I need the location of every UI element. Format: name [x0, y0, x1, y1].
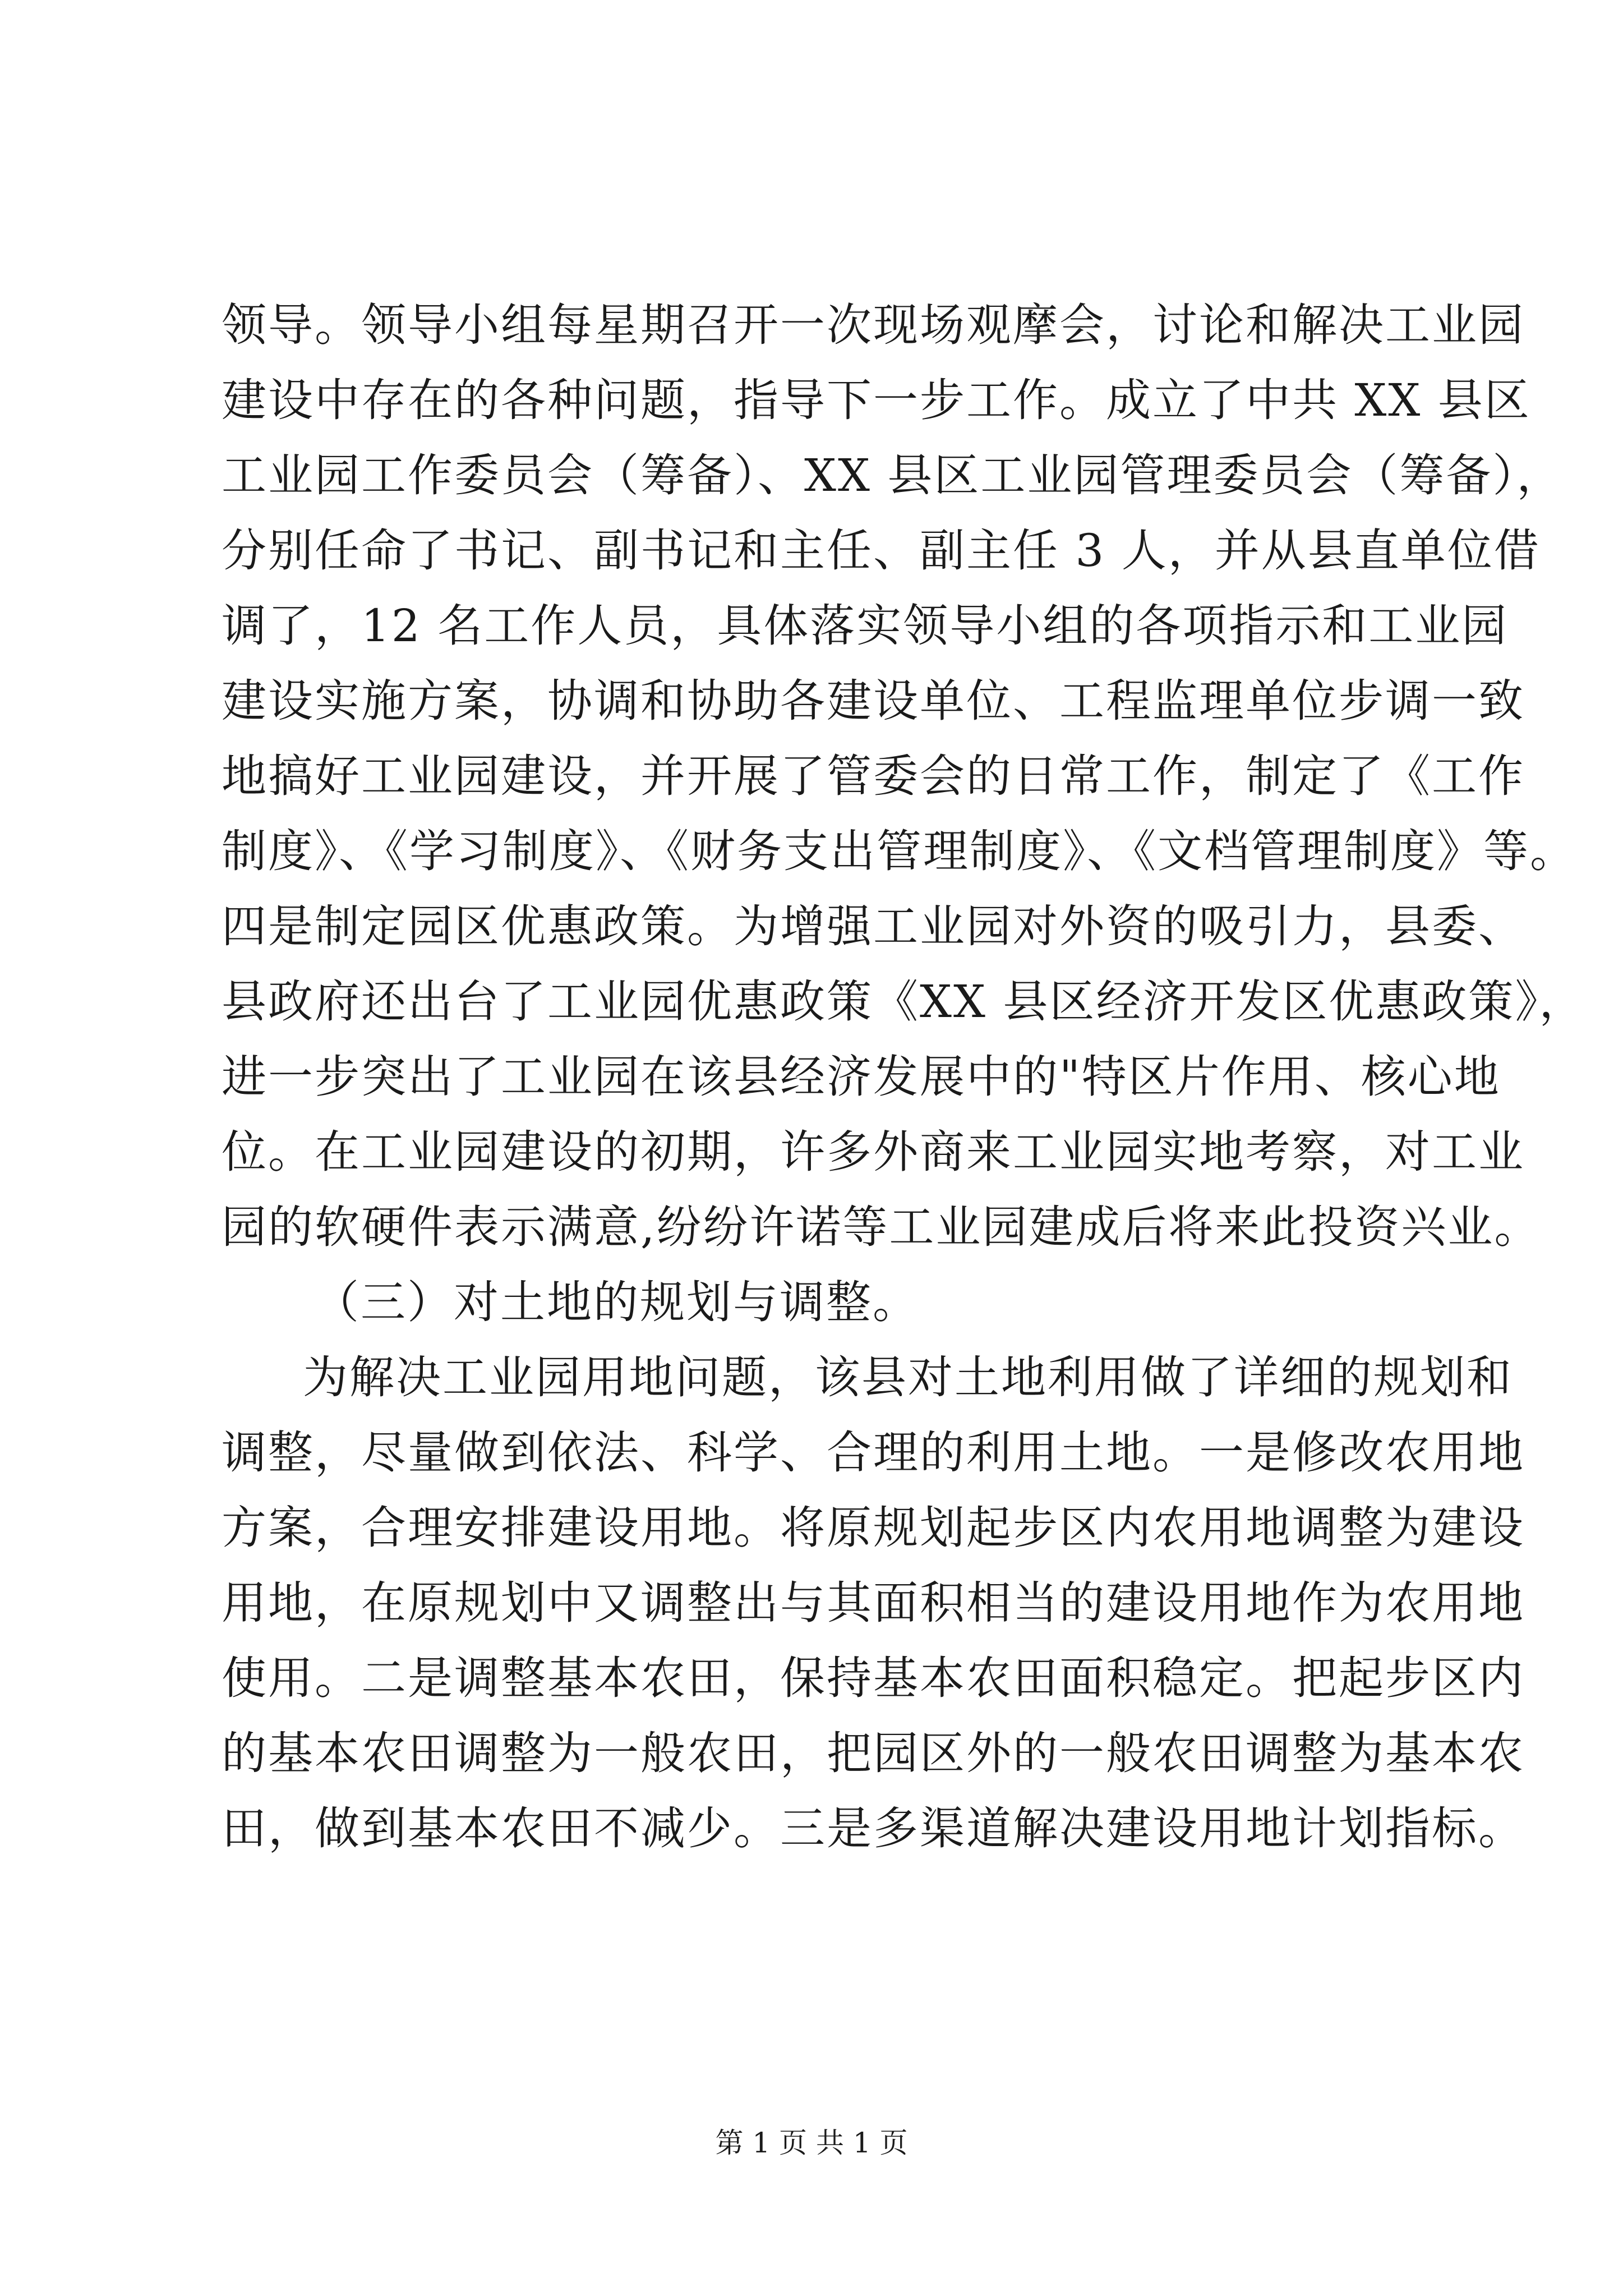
text-line: 建设中存在的各种问题，指导下一步工作。成立了中共 XX 县区	[222, 374, 1531, 426]
text-line: 为解决工业园用地问题，该县对土地利用做了详细的规划和	[303, 1351, 1513, 1404]
text-line: 县政府还出台了工业园优惠政策《XX 县区经济开发区优惠政策》，	[222, 976, 1586, 1028]
text-line: 调整，尽量做到依法、科学、合理的利用土地。一是修改农用地	[222, 1427, 1525, 1479]
text-line: 地搞好工业园建设，并开展了管委会的日常工作，制定了《工作	[222, 750, 1525, 802]
text-line: 分别任命了书记、副书记和主任、副主任 3 人，并从县直单位借	[222, 524, 1541, 577]
section-heading: （三）对土地的规划与调整。	[314, 1276, 919, 1328]
text-line: 建设实施方案，协调和协助各建设单位、工程监理单位步调一致	[222, 675, 1525, 727]
text-line: 领导。领导小组每星期召开一次现场观摩会，讨论和解决工业园	[222, 299, 1525, 351]
text-line: 进一步突出了工业园在该县经济发展中的"特区片作用、核心地	[222, 1051, 1501, 1103]
text-line: 园的软硬件表示满意,纷纷许诺等工业园建成后将来此投资兴业。	[222, 1201, 1541, 1253]
text-line: 的基本农田调整为一般农田，把园区外的一般农田调整为基本农	[222, 1727, 1525, 1779]
text-line: 使用。二是调整基本农田，保持基本农田面积稳定。把起步区内	[222, 1652, 1525, 1704]
text-line: 位。在工业园建设的初期，许多外商来工业园实地考察，对工业	[222, 1126, 1525, 1178]
text-line: 调了，12 名工作人员，具体落实领导小组的各项指示和工业园	[222, 600, 1509, 652]
text-line: 制度》、《学习制度》、《财务支出管理制度》、《文档管理制度》等。	[222, 825, 1576, 877]
text-line: 工业园工作委员会（筹备）、XX 县区工业园管理委员会（筹备），	[222, 449, 1564, 501]
text-line: 田，做到基本农田不减少。三是多渠道解决建设用地计划指标。	[222, 1802, 1525, 1855]
text-line: 四是制定园区优惠政策。为增强工业园对外资的吸引力，县委、	[222, 900, 1525, 953]
text-line: 用地，在原规划中又调整出与其面积相当的建设用地作为农用地	[222, 1577, 1525, 1629]
text-line: 方案，合理安排建设用地。将原规划起步区内农用地调整为建设	[222, 1502, 1525, 1554]
page-number-footer: 第 1 页 共 1 页	[715, 2127, 908, 2159]
